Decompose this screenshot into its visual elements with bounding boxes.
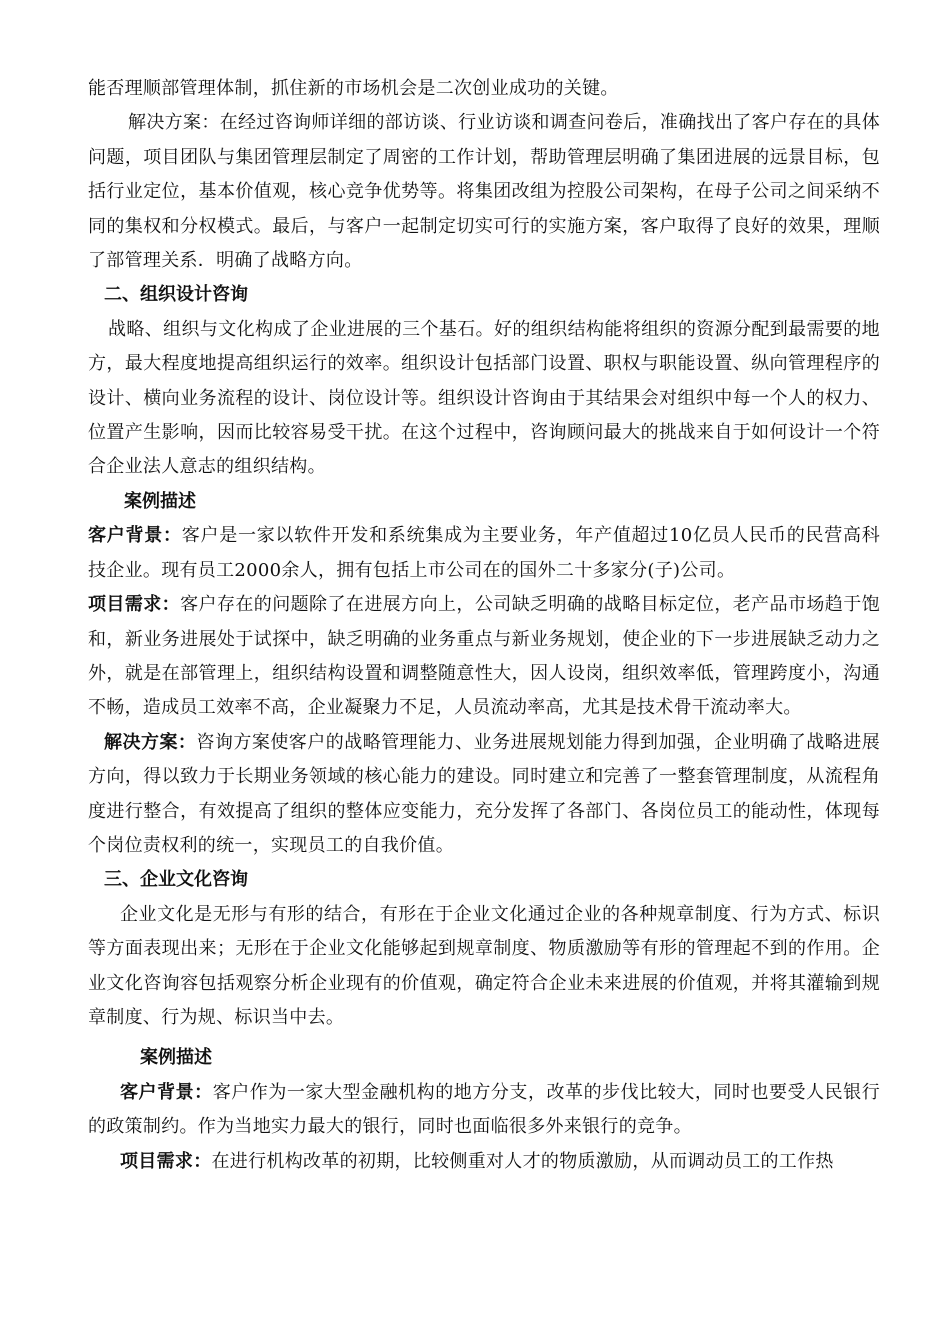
case-heading-1: 案例描述 (124, 490, 196, 512)
paragraph-solution-2 (88, 726, 880, 864)
project-requirement-text-1: 客户存在的问题除了在进展方向上，公司缺乏明确的战略目标定位，老产品市场趋于饱和，新业务进展处于试探中，缺乏明确的业务重点与新业务规划，使企业的下一步进展缺乏动力之外，就是在部管理上，组织结构设置和调整随意性大，因人设岗，组织效率低，管理跨度小，沟通不畅，造成员工效率不高，企业凝聚力不足，人员流动率高，尤其是技术骨干流动率大。 (88, 594, 880, 719)
paragraph-org-design-body: 战略、组织与文化构成了企业进展的三个基石。好的组织结构能将组织的资源分配到最需要的地方，最大程度地提高组织运行的效率。组织设计包括部门设置、职权与职能设置、纵向管理程序的设计、横向业务流程的设计、岗位设计等。组织设计咨询由于其结果会对组织中每一个人的权力、位置产生影响，因而比较容易受干扰。在这个过程中，咨询顾问最大的挑战来自于如何设计一个符合企业法人意志的组织结构。 (88, 318, 880, 478)
paragraph-intro-tail: 能否理顺部管理体制，抓住新的市场机会是二次创业成功的关键。 (88, 78, 619, 99)
paragraph-client-background-1 (88, 519, 880, 588)
client-background-text-1: 客户是一家以软件开发和系统集成为主要业务，年产值超过10亿员人民币的民营高科技企业。现有员工2000余人，拥有包括上市公司在的国外二十多家分(子)公司。 (88, 525, 880, 581)
paragraph-solution-1: 解决方案：在经过咨询师详细的部访谈、行业访谈和调查问卷后，准确找出了客户存在的具体问题，项目团队与集团管理层制定了周密的工作计划，帮助管理层明确了集团进展的远景目标，包括行业定位，基本价值观，核心竞争优势等。将集团改组为控股公司架构，在母子公司之间采纳不同的集权和分权模式。最后，与客户一起制定切实可行的实施方案，客户取得了良好的效果，理顺了部管理关系．明确了战略方向。 (88, 112, 880, 272)
section-heading-corporate-culture: 三、企业文化咨询 (104, 869, 248, 891)
project-requirement-text-2: 在进行机构改革的初期，比较侧重对人才的物质激励，从而调动员工的工作热 (211, 1150, 834, 1172)
paragraph-project-requirement-1 (88, 588, 880, 726)
paragraph-corporate-culture-body: 企业文化是无形与有形的结合，有形在于企业文化通过企业的各种规章制度、行为方式、标识等方面表现出来；无形在于企业文化能够起到规章制度、物质激励等有形的管理起不到的作用。企业文化咨询容包括观察分析企业现有的价值观，确定符合企业未来进展的价值观，并将其灌输到规章制度、行为规、标识当中去。 (88, 903, 880, 1028)
client-background-label-1: 客户背景： (88, 525, 182, 547)
paragraph-project-requirement-2 (88, 1145, 880, 1179)
solution-text-2: 咨询方案使客户的战略管理能力、业务进展规划能力得到加强，企业明确了战略进展方向，得以致力于长期业务领域的核心能力的建设。同时建立和完善了一整套管理制度，从流程角度进行整合，有效提高了组织的整体应变能力，充分发挥了各部门、各岗位员工的能动性，体现每个岗位责权利的统一，实现员工的自我价值。 (88, 731, 880, 856)
section-heading-org-design: 二、组织设计咨询 (104, 284, 248, 306)
project-requirement-label-1: 项目需求： (88, 594, 181, 616)
client-background-text-2: 客户作为一家大型金融机构的地方分支，改革的步伐比较大，同时也要受人民银行的政策制约。作为当地实力最大的银行，同时也面临很多外来银行的竞争。 (88, 1081, 881, 1138)
paragraph-client-background-2 (88, 1076, 880, 1145)
case-heading-2: 案例描述 (140, 1047, 212, 1069)
project-requirement-label-2: 项目需求： (120, 1150, 212, 1172)
document-page (88, 72, 880, 1179)
client-background-label-2: 客户背景： (120, 1081, 213, 1103)
solution-label-2: 解决方案： (104, 731, 197, 753)
